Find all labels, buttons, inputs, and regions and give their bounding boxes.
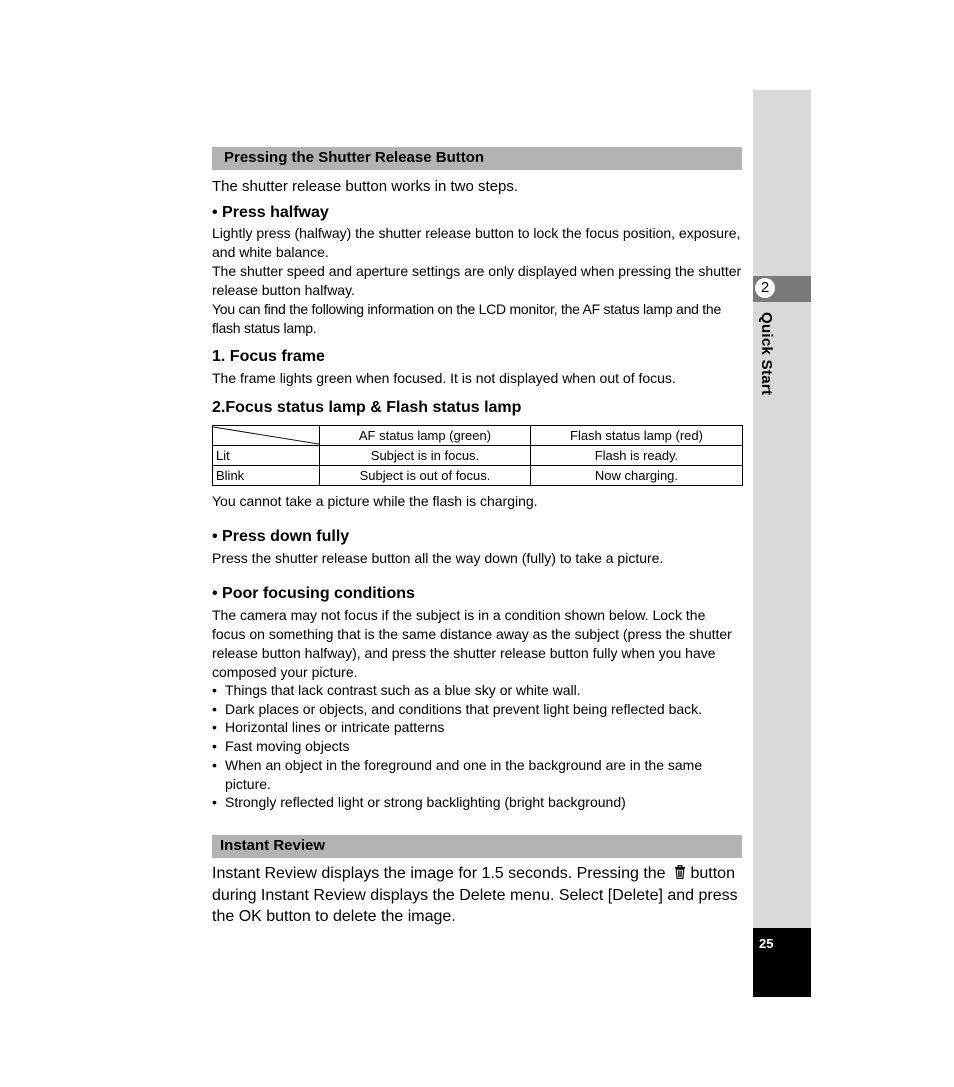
intro-text: The shutter release button works in two steps. — [212, 178, 518, 195]
review-text-part2: button during Instant Review displays the Delete menu. Select [Delete] and press the OK button to delete the image. — [212, 865, 738, 925]
halfway-paragraphs — [212, 224, 742, 338]
press-fully-text: Press the shutter release button all the way down (fully) to take a picture. — [212, 550, 664, 566]
heading-focus-frame: 1. Focus frame — [212, 348, 325, 365]
heading-status-lamp: 2.Focus status lamp & Flash status lamp — [212, 399, 522, 416]
list-item: • Horizontal lines or intricate patterns — [212, 718, 742, 737]
table-header-row — [213, 426, 743, 446]
table-column-header: AF status lamp (green) — [320, 426, 531, 446]
section-title-instant-review: Instant Review — [212, 835, 742, 858]
table-cell: Subject is out of focus. — [320, 466, 531, 486]
table-row — [213, 446, 743, 466]
table-cell: Now charging. — [530, 466, 742, 486]
poor-focusing-list — [212, 681, 742, 812]
page-number: 25 — [759, 936, 774, 951]
list-item: • Strongly reflected light or strong backlighting (bright background) — [212, 793, 742, 812]
chapter-title: Quick Start — [758, 312, 775, 396]
list-item: • Things that lack contrast such as a blue sky or white wall. — [212, 681, 742, 700]
halfway-paragraph: Lightly press (halfway) the shutter release button to lock the focus position, exposure, and white balance. — [212, 225, 741, 260]
status-lamp-table — [212, 425, 743, 486]
halfway-paragraph: You can find the following information on the LCD monitor, the AF status lamp and the flash status lamp. — [212, 301, 721, 336]
review-text-part1: Instant Review displays the image for 1.5 seconds. Pressing the — [212, 865, 666, 882]
instant-review-text — [212, 863, 752, 927]
table-column-header: Flash status lamp (red) — [530, 426, 742, 446]
table-cell: Subject is in focus. — [320, 446, 531, 466]
list-item: • Dark places or objects, and conditions that prevent light being reflected back. — [212, 700, 742, 719]
diagonal-line — [213, 426, 319, 445]
heading-press-halfway: • Press halfway — [212, 204, 329, 221]
focus-frame-text: The frame lights green when focused. It is not displayed when out of focus. — [212, 370, 676, 386]
halfway-paragraph: The shutter speed and aperture settings are only displayed when pressing the shutter release button halfway. — [212, 263, 742, 298]
side-tab-bar — [753, 90, 811, 928]
list-item: • Fast moving objects — [212, 737, 742, 756]
section-title-shutter: Pressing the Shutter Release Button — [212, 147, 742, 170]
flash-charging-note: You cannot take a picture while the flash is charging. — [212, 493, 538, 509]
poor-focusing-text: The camera may not focus if the subject is in a condition shown below. Lock the focus on something that is the same distance away as the subject (press the shutter release button halfway), and press the shutter release button fully when you have composed your picture. — [212, 607, 732, 680]
table-cell: Flash is ready. — [530, 446, 742, 466]
table-row-label: Lit — [213, 446, 320, 466]
chapter-number: 2 — [755, 278, 775, 298]
table-corner-cell — [213, 426, 320, 446]
table-row-label: Blink — [213, 466, 320, 486]
table-row — [213, 466, 743, 486]
heading-poor-focusing: • Poor focusing conditions — [212, 585, 415, 602]
heading-press-fully: • Press down fully — [212, 528, 350, 545]
trash-icon — [674, 864, 686, 885]
list-item: • When an object in the foreground and one in the background are in the same picture. — [212, 756, 742, 793]
